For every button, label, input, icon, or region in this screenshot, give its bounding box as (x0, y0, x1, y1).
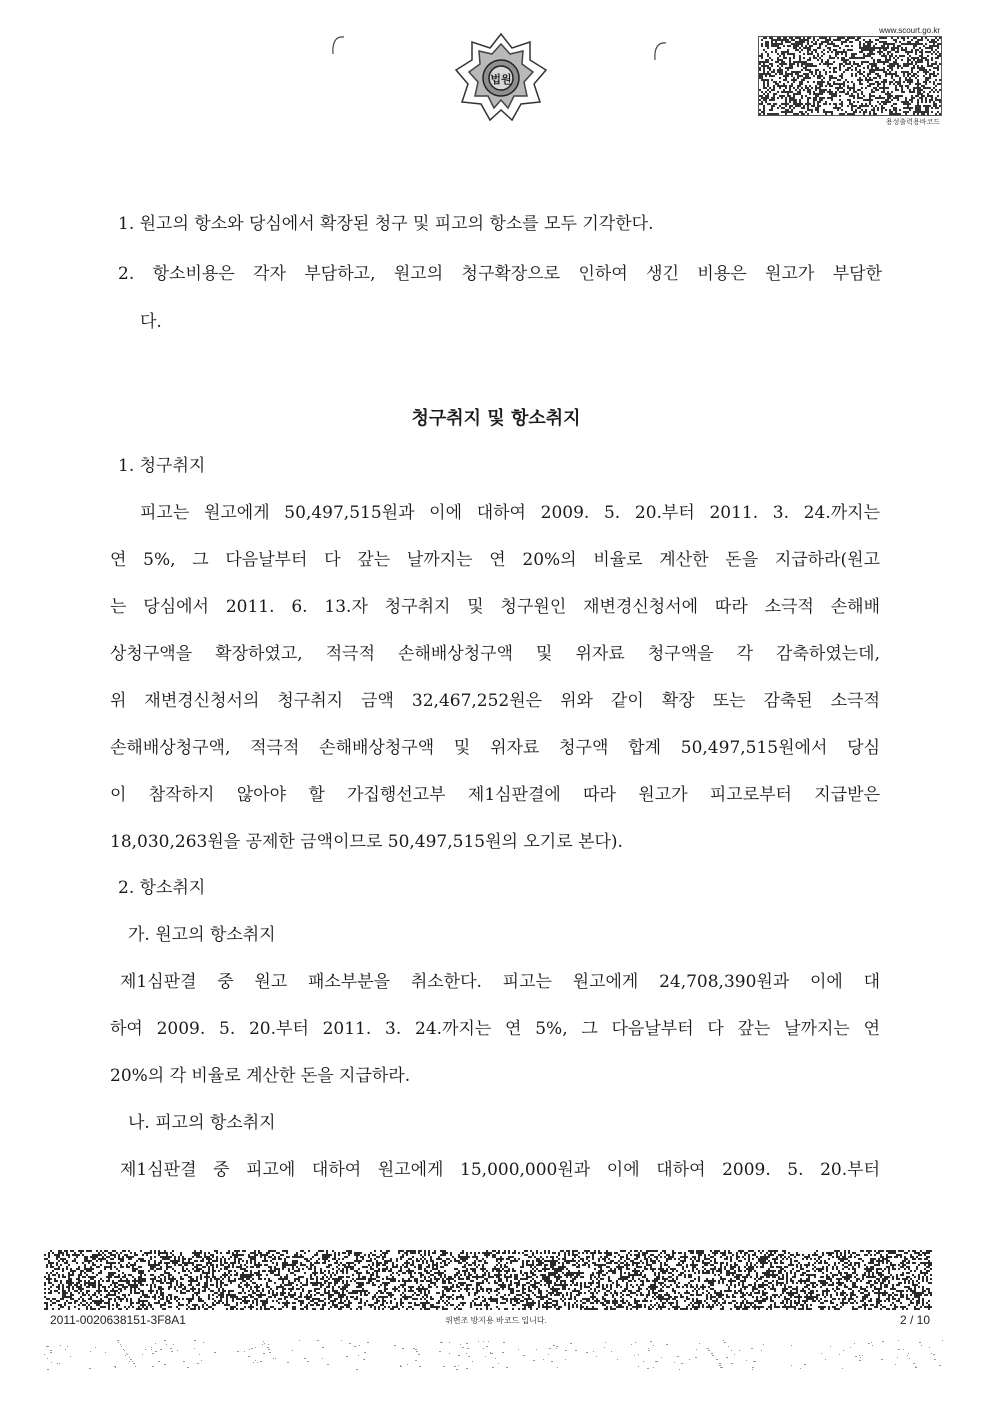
barcode-caption: 용성출력용바코드 (885, 119, 940, 126)
claim-line: 는 당심에서 2011. 6. 13.자 청구취지 및 청구원인 재변경신청서에 따라 소극적 손해배 (110, 597, 880, 617)
disposition-item-1: 1. 원고의 항소와 당심에서 확장된 청구 및 피고의 항소를 모두 기각한다. (118, 214, 654, 234)
claim-label: 1. 청구취지 (118, 456, 206, 476)
page-number: 2 / 10 (899, 1313, 930, 1327)
court-seal-emblem (448, 28, 554, 128)
claim-line: 피고는 원고에게 50,497,515원과 이에 대하여 2009. 5. 20.부터 2011. 3. 24.까지는 (140, 503, 880, 523)
verification-barcode (758, 36, 942, 116)
defendant-appeal-label: 나. 피고의 항소취지 (128, 1113, 276, 1133)
disposition-item-2-cont: 다. (140, 312, 162, 332)
claim-line: 이 참작하지 않아야 할 가집행선고부 제1심판결에 따라 원고가 피고로부터 지급받은 (110, 785, 880, 805)
plaintiff-appeal-label: 가. 원고의 항소취지 (128, 925, 276, 945)
plaintiff-appeal-line: 하여 2009. 5. 20.부터 2011. 3. 24.까지는 연 5%, 그 다음날부터 다 갚는 날까지는 연 (110, 1019, 880, 1039)
scan-mark (328, 34, 348, 58)
defendant-appeal-line: 제1심판결 중 피고에 대하여 원고에게 15,000,000원과 이에 대하여 2009. 5. 20.부터 (120, 1160, 880, 1180)
section-title: 청구취지 및 항소취지 (411, 408, 581, 429)
site-url: www.scourt.go.kr (879, 26, 940, 35)
scan-mark (650, 40, 670, 64)
claim-line: 연 5%, 그 다음날부터 다 갚는 날까지는 연 20%의 비율로 계산한 돈을 지급하라(원고 (110, 550, 880, 570)
document-id: 2011-0020638151-3F8A1 (50, 1313, 186, 1327)
plaintiff-appeal-line: 20%의 각 비율로 계산한 돈을 지급하라. (110, 1066, 411, 1086)
claim-line: 손해배상청구액, 적극적 손해배상청구액 및 위자료 청구액 합계 50,497,515원에서 당심 (110, 738, 880, 758)
barcode-notice: 위변조 방지용 바코드 입니다. (445, 1316, 547, 1325)
disposition-item-2: 2. 항소비용은 각자 부담하고, 원고의 청구확장으로 인하여 생긴 비용은 원고가 부담한 (118, 264, 882, 284)
claim-line: 위 재변경신청서의 청구취지 금액 32,467,252원은 위와 같이 확장 또는 감축된 소극적 (110, 691, 880, 711)
claim-line: 18,030,263원을 공제한 금액이므로 50,497,515원의 오기로 본다). (110, 832, 623, 852)
seal-text: 법원 (490, 73, 512, 86)
appeal-label: 2. 항소취지 (118, 878, 206, 898)
scan-noise (44, 1340, 944, 1370)
claim-line: 상청구액을 확장하였고, 적극적 손해배상청구액 및 위자료 청구액을 각 감축하였는데, (110, 644, 880, 664)
plaintiff-appeal-line: 제1심판결 중 원고 패소부분을 취소한다. 피고는 원고에게 24,708,390원과 이에 대 (120, 972, 880, 992)
anti-forgery-barcode (44, 1250, 932, 1310)
